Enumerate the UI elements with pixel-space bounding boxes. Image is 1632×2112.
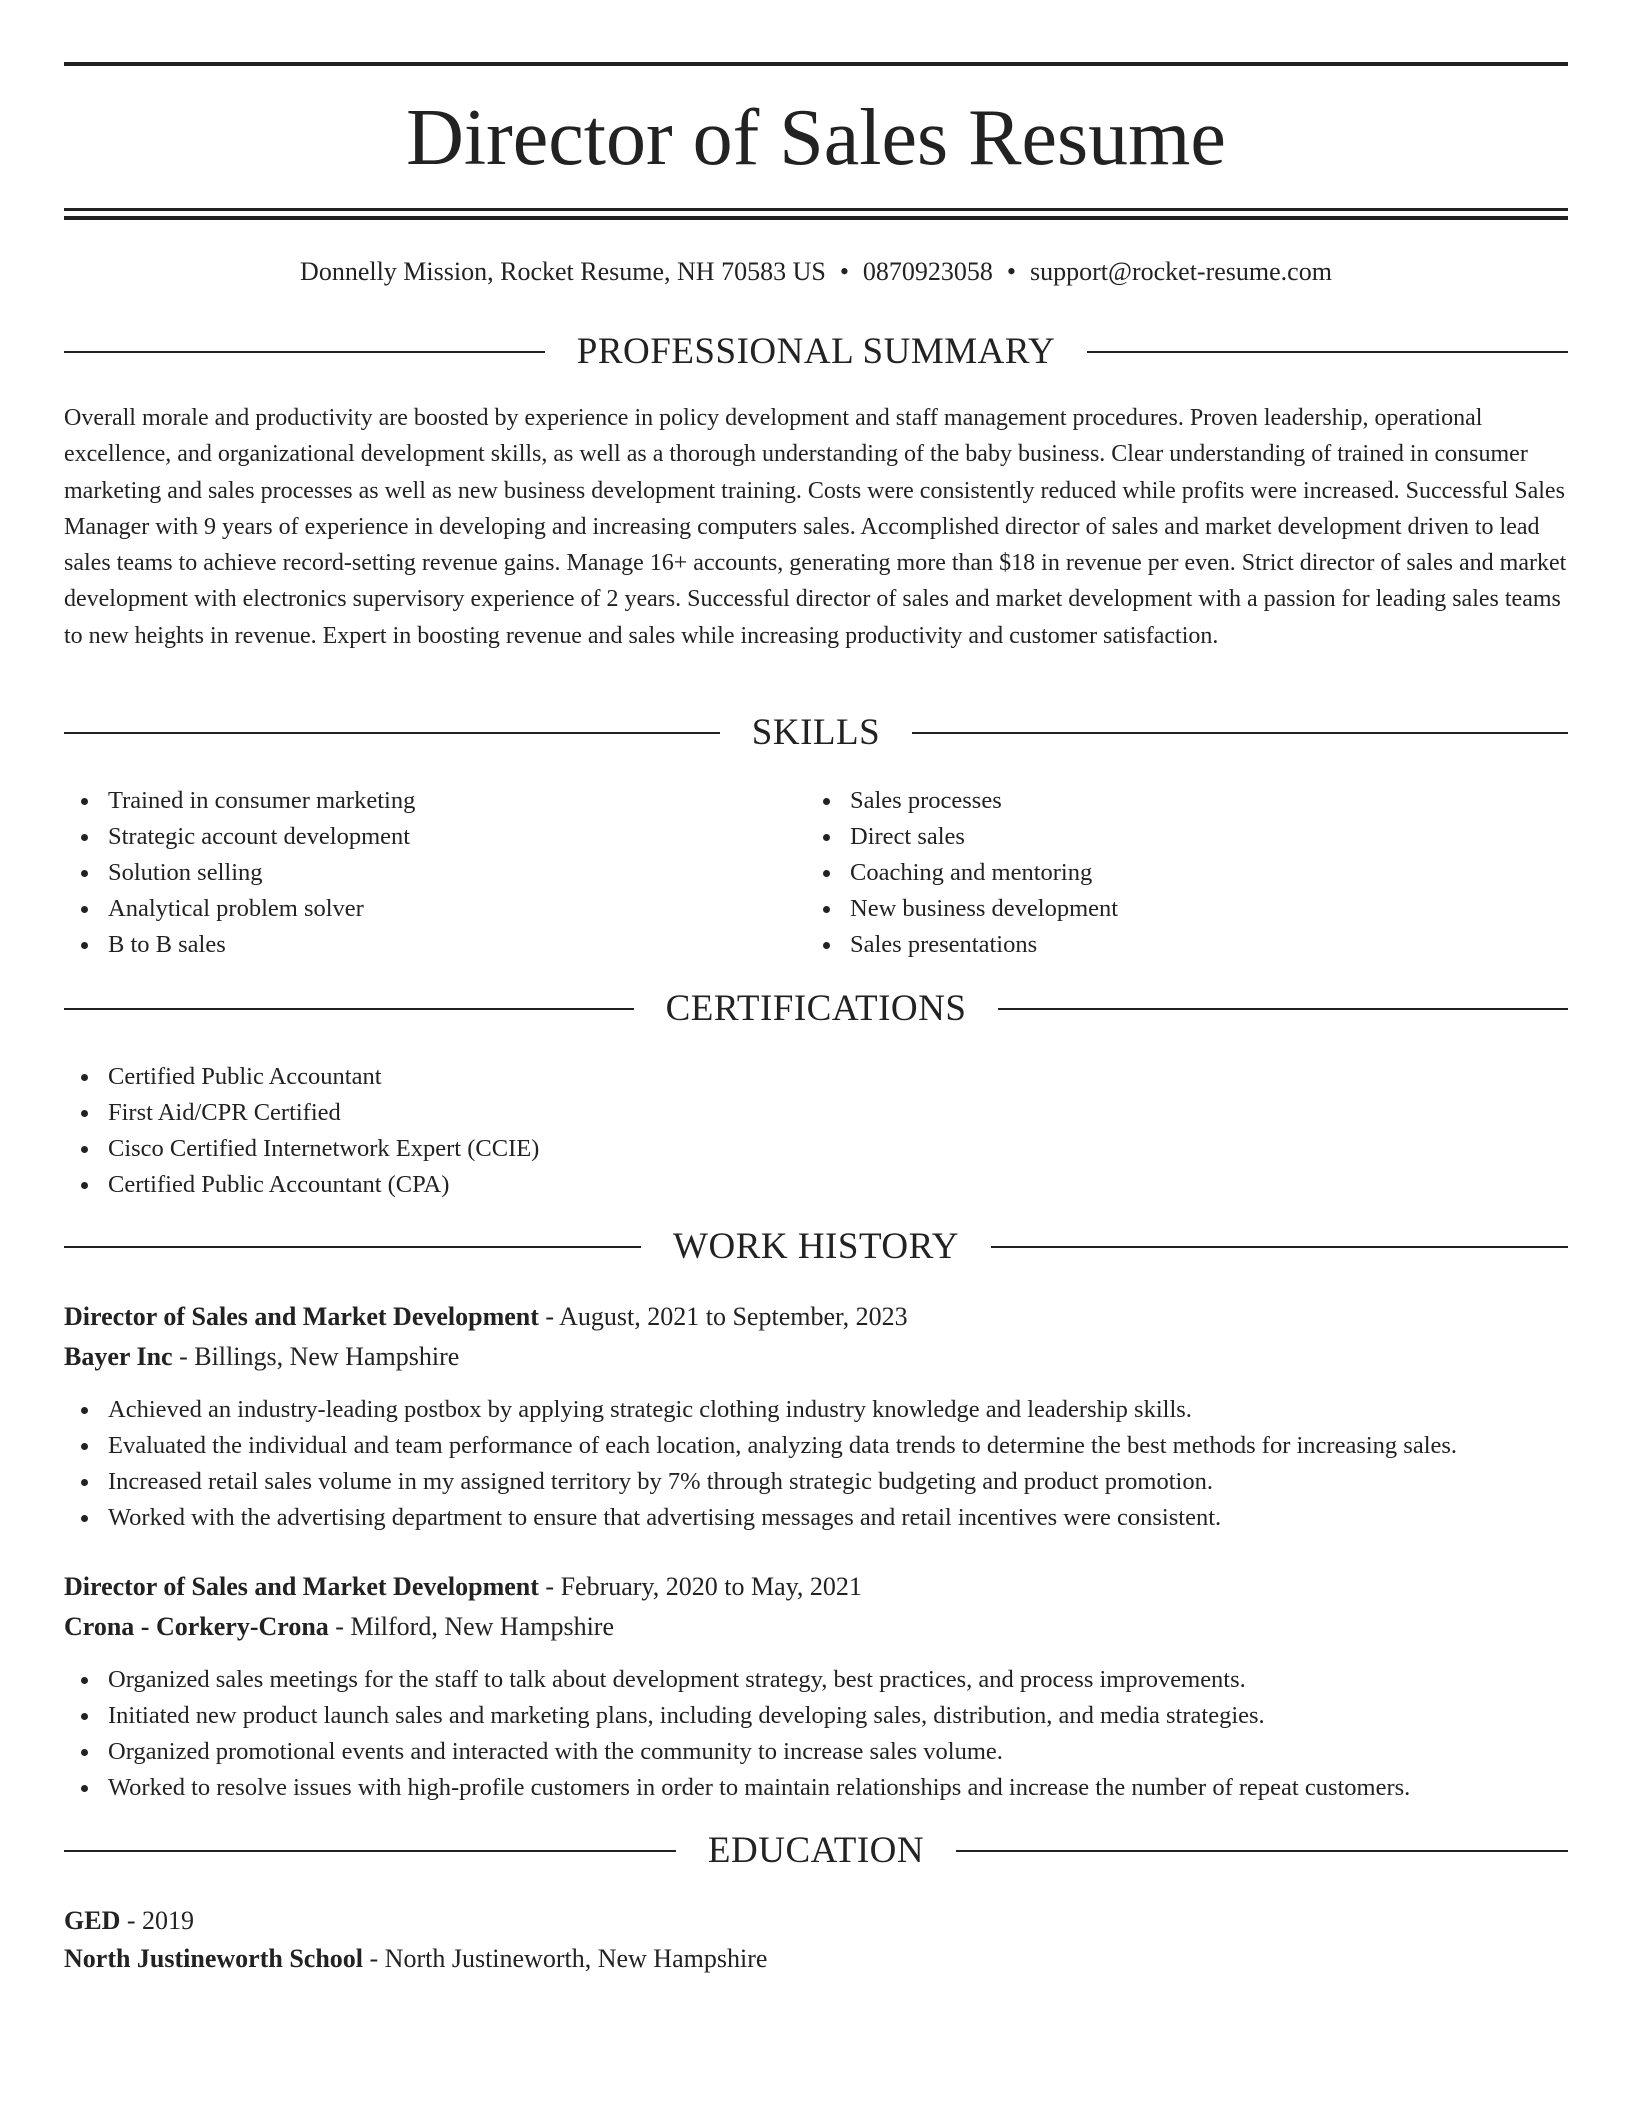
skill-item: Strategic account development	[64, 819, 415, 855]
skill-item: Direct sales	[806, 819, 1118, 855]
header-bottom-rule	[64, 208, 1568, 211]
job-bullet: Evaluated the individual and team performance of each location, analyzing data trends to determine the best methods for increasing sales.	[64, 1428, 1457, 1464]
skill-item: Analytical problem solver	[64, 891, 415, 927]
job-dates: - August, 2021 to September, 2023	[538, 1302, 908, 1331]
section-title: SKILLS	[751, 712, 881, 753]
education-year: - 2019	[120, 1906, 195, 1935]
education-location: - North Justineworth, New Hampshire	[363, 1944, 768, 1973]
job-bullet: Worked with the advertising department to ensure that advertising messages and retail incentives were consistent.	[64, 1500, 1457, 1536]
job-bullet: Increased retail sales volume in my assigned territory by 7% through strategic budgeting and product promotion.	[64, 1464, 1457, 1500]
job-bullets	[64, 1662, 1410, 1806]
job-bullet: Organized sales meetings for the staff to talk about development strategy, best practices, and process improvements.	[64, 1662, 1410, 1698]
professional-summary: Overall morale and productivity are boosted by experience in policy development and staff management procedures. Proven leadership, operational excellence, and organizational development skills, as well as a thorough understanding of the baby business. Clear understanding of trained in consumer marketing and sales processes as well as new business development training. Costs were consistently reduced while profits were increased. Successful Sales Manager with 9 years of experience in developing and increasing computers sales. Accomplished director of sales and market development driven to lead sales teams to achieve record-setting revenue gains. Manage 16+ accounts, generating more than $18 in revenue per even. Strict director of sales and market development with electronics supervisory experience of 2 years. Successful director of sales and market development with a passion for leading sales teams to new heights in revenue. Expert in boosting revenue and sales while increasing productivity and customer satisfaction.	[64, 405, 1567, 649]
section-rule	[64, 351, 545, 353]
section-title: WORK HISTORY	[673, 1226, 959, 1267]
contact-phone: 0870923058	[862, 257, 993, 286]
skills-list-left	[64, 783, 415, 963]
skill-item: Sales processes	[806, 783, 1118, 819]
contact-address: Donnelly Mission, Rocket Resume, NH 70583 US	[300, 257, 826, 286]
job-title-line	[64, 1297, 1568, 1337]
job-company: Crona - Corkery-Crona	[64, 1612, 329, 1641]
skill-item: Coaching and mentoring	[806, 855, 1118, 891]
contact-separator: •	[839, 257, 849, 286]
section-rule	[991, 1246, 1568, 1248]
certifications-list	[64, 1059, 539, 1203]
section-header-skills	[64, 708, 1568, 758]
job-bullets	[64, 1392, 1457, 1536]
skill-item: Sales presentations	[806, 927, 1118, 963]
education-degree: GED	[64, 1906, 121, 1935]
job-bullet: Worked to resolve issues with high-profile customers in order to maintain relationships and increase the number of repeat customers.	[64, 1770, 1410, 1806]
section-rule	[912, 732, 1568, 734]
section-rule	[64, 1246, 641, 1248]
job-title: Director of Sales and Market Development	[64, 1302, 539, 1331]
job-company-line	[64, 1337, 1568, 1377]
education-degree-line	[64, 1901, 1568, 1941]
job-location: - Billings, New Hampshire	[172, 1342, 460, 1371]
contact-separator: •	[1006, 257, 1017, 286]
section-title: EDUCATION	[707, 1830, 925, 1871]
section-rule	[956, 1850, 1568, 1852]
section-rule	[998, 1008, 1568, 1010]
job-company: Bayer Inc	[64, 1342, 173, 1371]
section-header-summary	[64, 327, 1568, 377]
section-title: CERTIFICATIONS	[665, 988, 967, 1029]
contact-email: support@rocket-resume.com	[1030, 257, 1332, 286]
section-rule	[64, 732, 720, 734]
job-company-line	[64, 1607, 1568, 1647]
skill-item: Solution selling	[64, 855, 415, 891]
certification-item: Cisco Certified Internetwork Expert (CCIE)	[64, 1131, 539, 1167]
job-bullet: Organized promotional events and interacted with the community to increase sales volume.	[64, 1734, 1410, 1770]
section-header-work-history	[64, 1222, 1568, 1272]
certification-item: First Aid/CPR Certified	[64, 1095, 539, 1131]
job-title: Director of Sales and Market Development	[64, 1572, 539, 1601]
section-title: PROFESSIONAL SUMMARY	[576, 331, 1056, 372]
skill-item: B to B sales	[64, 927, 415, 963]
job-title-line	[64, 1567, 1568, 1607]
section-header-education	[64, 1826, 1568, 1876]
certification-item: Certified Public Accountant	[64, 1059, 539, 1095]
skills-list-right	[806, 783, 1118, 963]
section-header-certifications	[64, 984, 1568, 1034]
contact-line	[64, 252, 1568, 292]
job-dates: - February, 2020 to May, 2021	[538, 1572, 862, 1601]
skill-item: Trained in consumer marketing	[64, 783, 415, 819]
section-rule	[1087, 351, 1568, 353]
job-location: - Milford, New Hampshire	[328, 1612, 615, 1641]
header-bottom-rule-thick	[64, 216, 1568, 220]
education-school-line	[64, 1939, 1568, 1979]
certification-item: Certified Public Accountant (CPA)	[64, 1167, 539, 1203]
education-school: North Justineworth School	[64, 1944, 364, 1973]
section-rule	[64, 1850, 676, 1852]
job-bullet: Initiated new product launch sales and marketing plans, including developing sales, distribution, and media strategies.	[64, 1698, 1410, 1734]
skill-item: New business development	[806, 891, 1118, 927]
section-rule	[64, 1008, 634, 1010]
header-top-rule	[64, 62, 1568, 66]
resume-title: Director of Sales Resume	[406, 94, 1226, 182]
job-bullet: Achieved an industry-leading postbox by applying strategic clothing industry knowledge and leadership skills.	[64, 1392, 1457, 1428]
